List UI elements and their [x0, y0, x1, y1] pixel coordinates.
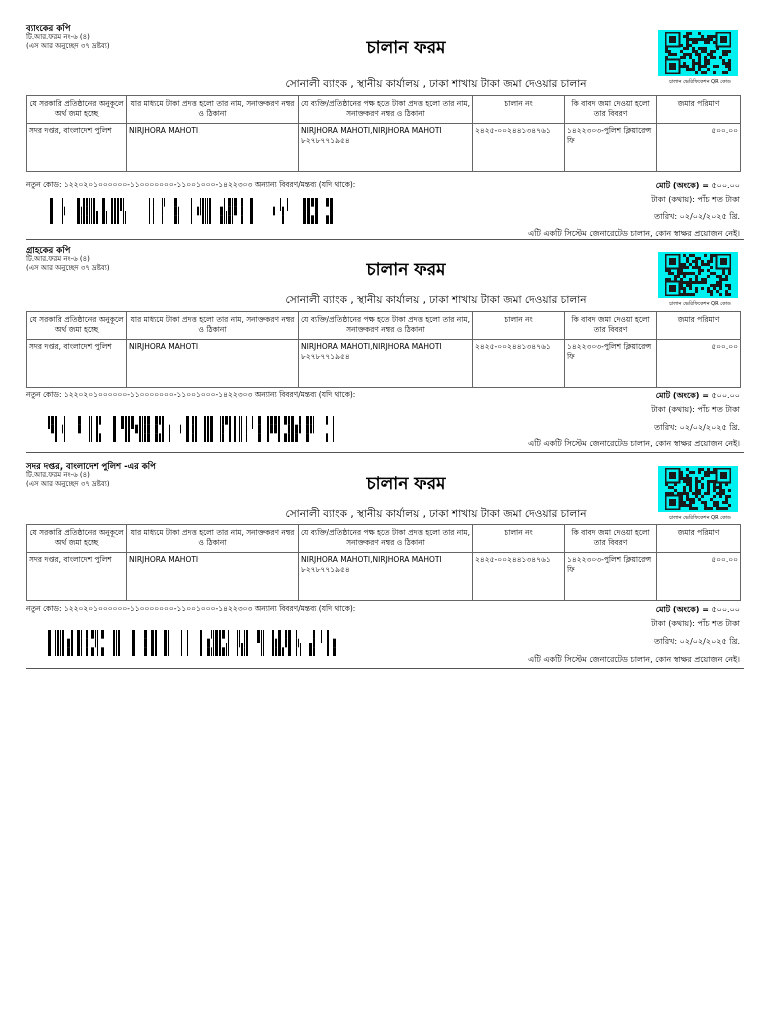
cell-challan-no: ২৪২৫-০০২৪৪১৩৪৭৬১ [473, 340, 565, 388]
challan-table [26, 524, 741, 601]
cell-amount: ৫০০.০০ [657, 553, 741, 601]
divider [26, 668, 744, 669]
total-value: ৫০০.০০ [711, 391, 740, 400]
cell-institution: সদর দপ্তর, বাংলাদেশ পুলিশ [27, 340, 127, 388]
cell-on-behalf [299, 124, 473, 172]
qr-code [658, 466, 738, 512]
system-note: এটি একটি সিস্টেম জেনারেটেড চালান, কোন স্বাক্ষর প্রয়োজন নেই। [528, 655, 740, 664]
cell-institution: সদর দপ্তর, বাংলাদেশ পুলিশ [27, 553, 127, 601]
total-value: ৫০০.০০ [711, 181, 740, 190]
header-amount: জমার পরিমাণ [657, 96, 741, 124]
table-row [27, 124, 741, 172]
form-reference [26, 33, 110, 51]
cell-challan-no: ২৪২৫-০০২৪৪১৩৪৭৬১ [473, 553, 565, 601]
total-label: মোট (অংকে) = [655, 181, 709, 190]
header-challan-no: চালান নং [473, 96, 565, 124]
barcode [48, 416, 338, 442]
barcode [48, 198, 338, 224]
total-amount [656, 180, 740, 193]
on-behalf-name: NIRJHORA MAHOTI,NIRJHORA MAHOTI [301, 126, 442, 135]
challan-copy-bank [26, 24, 744, 240]
amount-in-words: টাকা (কথায়): পাঁচ শত টাকা [651, 619, 740, 628]
challan-table [26, 311, 741, 388]
challan-copy-customer [26, 246, 744, 462]
divider [26, 452, 744, 453]
table-row [27, 340, 741, 388]
code-line: নতুন কোড: ১২২০২০১০০০০০০-১১০০০০০০০-১১০০১০০০-১৪২২৩০৩ অন্যান্য বিবরণ/মন্তব্য (যদি থাকে): [26, 604, 356, 613]
header-institution: যে সরকারি প্রতিষ্ঠানের অনুকূলে অর্থ জমা হচ্ছে [27, 312, 127, 340]
cell-institution: সদর দপ্তর, বাংলাদেশ পুলিশ [27, 124, 127, 172]
header-challan-no: চালান নং [473, 312, 565, 340]
header-depositor: যার মাধ্যমে টাকা প্রদত্ত হলো তার নাম, সনাক্তকরণ নম্বর ও ঠিকানা [127, 525, 299, 553]
cell-depositor: NIRJHORA MAHOTI [127, 553, 299, 601]
page-title: চালান ফরম [366, 260, 446, 280]
barcode [48, 630, 338, 656]
code-line: নতুন কোড: ১২২০২০১০০০০০০-১১০০০০০০০-১১০০১০০০-১৪২২৩০৩ অন্যান্য বিবরণ/মন্তব্য (যদি থাকে): [26, 180, 356, 189]
challan-copy-police-hq [26, 462, 744, 676]
total-amount [656, 604, 740, 617]
challan-date: তারিখ: ০২/০২/২০২৫ খ্রি. [654, 423, 740, 432]
cell-challan-no: ২৪২৫-০০২৪৪১৩৪৭৬১ [473, 124, 565, 172]
header-amount: জমার পরিমাণ [657, 525, 741, 553]
challan-date: তারিখ: ০২/০২/২০২৫ খ্রি. [654, 212, 740, 221]
header-institution: যে সরকারি প্রতিষ্ঠানের অনুকূলে অর্থ জমা হচ্ছে [27, 96, 127, 124]
page-title: চালান ফরম [366, 38, 446, 58]
total-label: মোট (অংকে) = [655, 391, 709, 400]
form-reference [26, 255, 110, 273]
header-on-behalf: যে ব্যক্তি/প্রতিষ্ঠানের পক্ষ হতে টাকা প্রদত্ত হলো তার নাম, সনাক্তকরণ নম্বর ও ঠিকানা [299, 312, 473, 340]
challan-date: তারিখ: ০২/০২/২০২৫ খ্রি. [654, 637, 740, 646]
header-depositor: যার মাধ্যমে টাকা প্রদত্ত হলো তার নাম, সনাক্তকরণ নম্বর ও ঠিকানা [127, 312, 299, 340]
code-line: নতুন কোড: ১২২০২০১০০০০০০-১১০০০০০০০-১১০০১০০০-১৪২২৩০৩ অন্যান্য বিবরণ/মন্তব্য (যদি থাকে): [26, 390, 356, 399]
header-amount: জমার পরিমাণ [657, 312, 741, 340]
on-behalf-name: NIRJHORA MAHOTI,NIRJHORA MAHOTI [301, 342, 442, 351]
challan-table [26, 95, 741, 172]
form-reference [26, 471, 110, 489]
copy-label: গ্রাহকের কপি [26, 246, 71, 256]
qr-caption: চালান ভেরিফিকেশন QR কোড [669, 301, 731, 307]
system-note: এটি একটি সিস্টেম জেনারেটেড চালান, কোন স্বাক্ষর প্রয়োজন নেই। [528, 439, 740, 448]
form-ref-line2: (এস আর অনুচ্ছেদ ৩৭ দ্রষ্টব্য) [26, 264, 110, 272]
qr-caption: চালান ভেরিফিকেশন QR কোড [669, 515, 731, 521]
cell-amount: ৫০০.০০ [657, 340, 741, 388]
qr-caption: চালান ভেরিফিকেশন QR কোড [669, 79, 731, 85]
qr-code [658, 252, 738, 298]
header-on-behalf: যে ব্যক্তি/প্রতিষ্ঠানের পক্ষ হতে টাকা প্রদত্ত হলো তার নাম, সনাক্তকরণ নম্বর ও ঠিকানা [299, 96, 473, 124]
system-note: এটি একটি সিস্টেম জেনারেটেড চালান, কোন স্বাক্ষর প্রয়োজন নেই। [528, 229, 740, 238]
form-ref-line1: টি.আর.ফরম নং-৬ (৪) [26, 33, 90, 41]
header-challan-no: চালান নং [473, 525, 565, 553]
header-purpose: কি বাবদ জমা দেওয়া হলো তার বিবরণ [565, 96, 657, 124]
challan-subtitle: সোনালী ব্যাংক , স্থানীয় কার্যালয় , ঢাকা শাখায় টাকা জমা দেওয়ার চালান [285, 78, 587, 90]
cell-purpose: ১৪২২৩০৩-পুলিশ ক্লিয়ারেন্স ফি [565, 340, 657, 388]
header-on-behalf: যে ব্যক্তি/প্রতিষ্ঠানের পক্ষ হতে টাকা প্রদত্ত হলো তার নাম, সনাক্তকরণ নম্বর ও ঠিকানা [299, 525, 473, 553]
cell-purpose: ১৪২২৩০৩-পুলিশ ক্লিয়ারেন্স ফি [565, 124, 657, 172]
cell-depositor: NIRJHORA MAHOTI [127, 124, 299, 172]
form-ref-line2: (এস আর অনুচ্ছেদ ৩৭ দ্রষ্টব্য) [26, 480, 110, 488]
header-purpose: কি বাবদ জমা দেওয়া হলো তার বিবরণ [565, 525, 657, 553]
table-row [27, 553, 741, 601]
header-purpose: কি বাবদ জমা দেওয়া হলো তার বিবরণ [565, 312, 657, 340]
table-header-row [27, 96, 741, 124]
total-label: মোট (অংকে) = [655, 605, 709, 614]
table-header-row [27, 525, 741, 553]
challan-subtitle: সোনালী ব্যাংক , স্থানীয় কার্যালয় , ঢাকা শাখায় টাকা জমা দেওয়ার চালান [285, 294, 587, 306]
cell-amount: ৫০০.০০ [657, 124, 741, 172]
cell-depositor: NIRJHORA MAHOTI [127, 340, 299, 388]
cell-purpose: ১৪২২৩০৩-পুলিশ ক্লিয়ারেন্স ফি [565, 553, 657, 601]
amount-in-words: টাকা (কথায়): পাঁচ শত টাকা [651, 405, 740, 414]
on-behalf-id: ৮২৭৮৭৭১৯৫৪ [301, 352, 350, 361]
cell-on-behalf [299, 553, 473, 601]
copy-label: সদর দপ্তর, বাংলাদেশ পুলিশ -এর কপি [26, 462, 156, 472]
form-ref-line2: (এস আর অনুচ্ছেদ ৩৭ দ্রষ্টব্য) [26, 42, 110, 50]
header-institution: যে সরকারি প্রতিষ্ঠানের অনুকূলে অর্থ জমা হচ্ছে [27, 525, 127, 553]
on-behalf-id: ৮২৭৮৭৭১৯৫৪ [301, 136, 350, 145]
total-value: ৫০০.০০ [711, 605, 740, 614]
page-title: চালান ফরম [366, 474, 446, 494]
divider [26, 239, 744, 240]
form-ref-line1: টি.আর.ফরম নং-৬ (৪) [26, 471, 90, 479]
on-behalf-name: NIRJHORA MAHOTI,NIRJHORA MAHOTI [301, 555, 442, 564]
amount-in-words: টাকা (কথায়): পাঁচ শত টাকা [651, 195, 740, 204]
cell-on-behalf [299, 340, 473, 388]
total-amount [656, 390, 740, 403]
header-depositor: যার মাধ্যমে টাকা প্রদত্ত হলো তার নাম, সনাক্তকরণ নম্বর ও ঠিকানা [127, 96, 299, 124]
form-ref-line1: টি.আর.ফরম নং-৬ (৪) [26, 255, 90, 263]
copy-label: ব্যাংকের কপি [26, 24, 71, 34]
table-header-row [27, 312, 741, 340]
qr-code [658, 30, 738, 76]
on-behalf-id: ৮২৭৮৭৭১৯৫৪ [301, 565, 350, 574]
challan-subtitle: সোনালী ব্যাংক , স্থানীয় কার্যালয় , ঢাকা শাখায় টাকা জমা দেওয়ার চালান [285, 508, 587, 520]
